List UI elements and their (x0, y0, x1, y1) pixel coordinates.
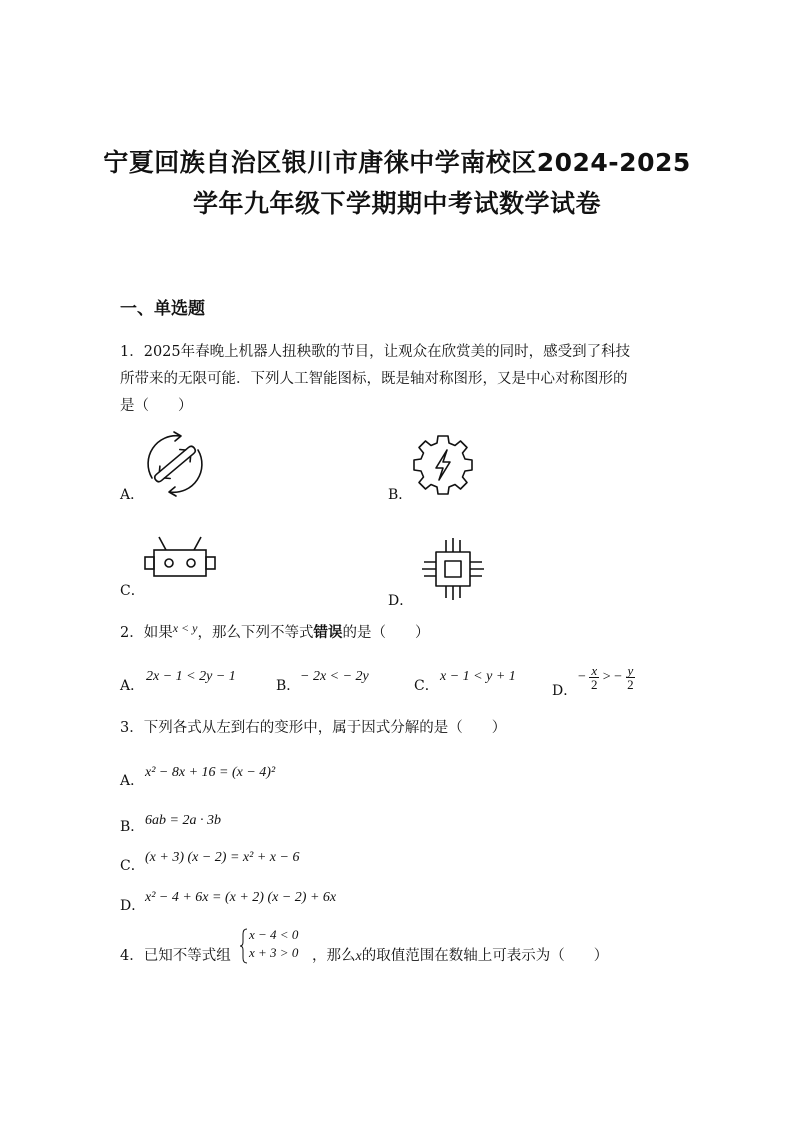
q2-d-lhs-sign: − (578, 669, 586, 685)
question-4-rest (312, 943, 608, 970)
chip-icon (420, 536, 486, 602)
system-inequality-1: x − 4 < 0 (249, 927, 299, 942)
q2-d-lhs-numerator: x (591, 663, 598, 678)
q3-option-c-expr: (x + 3) (x − 2) = x² + x − 6 (145, 850, 300, 865)
q2-d-rhs-denominator: 2 (627, 677, 634, 692)
q2-option-a-expr: 2x − 1 < 2y − 1 (146, 669, 236, 684)
question-4-mid: ，那么 (312, 948, 356, 964)
section-heading: 一、单选题 (120, 299, 205, 319)
wrench-refresh-icon (140, 430, 210, 498)
q2-d-operator: > (602, 669, 611, 685)
question-4-variable: x (355, 949, 362, 964)
question-2-suffix: 的是（ ） (342, 625, 430, 641)
question-2 (120, 620, 429, 647)
q1-option-b-label: B． (388, 487, 413, 503)
q2-option-b-label: B． (276, 678, 301, 694)
robot-head-icon (142, 534, 218, 582)
q2-option-b-expr: − 2x < − 2y (300, 669, 369, 684)
q1-option-a-label: A． (120, 487, 145, 503)
q2-option-d-label: D． (552, 683, 578, 699)
q3-option-b-label: B． (120, 819, 145, 835)
q2-option-a-label: A． (120, 678, 145, 694)
q3-option-c-label: C． (120, 858, 145, 874)
q2-d-rhs-numerator: y (627, 663, 634, 678)
question-1-line-3: 是（ ） (120, 398, 193, 414)
left-brace-icon (240, 928, 248, 964)
question-2-mid: ，那么下列不等式 (197, 625, 314, 641)
inequality-system (240, 928, 310, 964)
q2-d-rhs-sign: − (614, 669, 622, 685)
q2-option-d-expr (578, 664, 635, 691)
system-inequality-2: x + 3 > 0 (249, 945, 299, 960)
q3-option-a-expr: x² − 8x + 16 = (x − 4)² (145, 765, 276, 780)
question-4-prefix: 4．已知不等式组 (120, 948, 231, 964)
question-2-condition: x < y (172, 621, 198, 635)
question-1-line-1: 1．2025年春晚上机器人扭秧歌的节目，让观众在欣赏美的同时，感受到了科技 (120, 344, 631, 360)
title-line-2: 学年九年级下学期期中考试数学试卷 (192, 189, 601, 218)
q3-option-b-expr: 6ab = 2a · 3b (145, 813, 221, 828)
q3-option-a-label: A． (120, 773, 145, 789)
q2-option-c-expr: x − 1 < y + 1 (440, 669, 516, 684)
question-2-emphasis: 错误 (313, 625, 343, 641)
question-3-stem: 3．下列各式从左到右的变形中，属于因式分解的是（ ） (120, 720, 507, 736)
q2-option-c-label: C． (414, 678, 439, 694)
gear-lightning-icon (410, 432, 476, 498)
q3-option-d-expr: x² − 4 + 6x = (x + 2) (x − 2) + 6x (145, 890, 337, 905)
question-1-line-2: 所带来的无限可能．下列人工智能图标，既是轴对称图形，又是中心对称图形的 (120, 371, 628, 387)
q3-option-d-label: D． (120, 898, 146, 914)
q2-d-lhs-denominator: 2 (591, 677, 598, 692)
q1-option-d-label: D． (388, 593, 414, 609)
q1-option-c-label: C． (120, 583, 145, 599)
question-4-suffix: 的取值范围在数轴上可表示为（ ） (361, 948, 609, 964)
title-line-1: 宁夏回族自治区银川市唐徕中学南校区2024-2025 (103, 148, 691, 177)
question-2-prefix: 2．如果 (120, 625, 173, 641)
question-1 (120, 339, 720, 420)
